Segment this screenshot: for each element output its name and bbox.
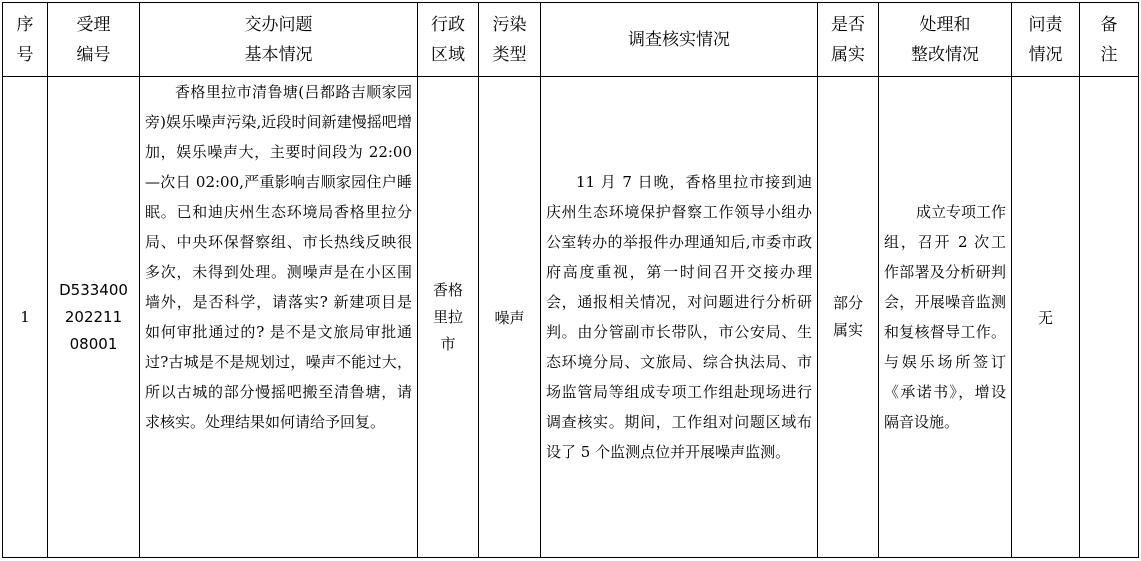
receipt-no-line3: 08001 bbox=[69, 334, 118, 353]
header-istrue-line1: 是否 bbox=[831, 14, 865, 35]
receipt-no-line2: 202211 bbox=[64, 307, 123, 326]
region-line2: 里拉 bbox=[432, 307, 463, 326]
header-receipt-line1: 受理 bbox=[76, 14, 111, 35]
cell-receipt-no bbox=[48, 77, 140, 558]
cell-region bbox=[418, 77, 479, 558]
header-region bbox=[418, 3, 479, 77]
cell-investigation bbox=[541, 77, 818, 558]
receipt-no-line1: D533400 bbox=[59, 280, 128, 299]
handling-text: 成立专项工作组，召开 2 次工作部署及分析研判会，开展噪音监测和复核督导工作。与娱乐场所签订《承诺书》，增设隔音设施。 bbox=[884, 203, 1007, 431]
header-investigation bbox=[541, 3, 818, 77]
header-seq-line2: 号 bbox=[16, 44, 34, 65]
header-seq-line1: 序 bbox=[16, 14, 34, 35]
header-pollution-line1: 污染 bbox=[492, 14, 527, 35]
header-region-line2: 区域 bbox=[431, 44, 465, 65]
table-row bbox=[3, 77, 1139, 558]
case-table bbox=[2, 2, 1139, 558]
is-true-line2: 属实 bbox=[832, 321, 863, 339]
header-accountability bbox=[1012, 3, 1080, 77]
cell-problem bbox=[140, 77, 418, 558]
header-pollution-type bbox=[479, 3, 541, 77]
is-true-line1: 部分 bbox=[832, 294, 863, 312]
header-handling bbox=[879, 3, 1012, 77]
header-is-true bbox=[818, 3, 879, 77]
cell-is-true bbox=[818, 77, 879, 558]
problem-text: 香格里拉市清鲁塘(吕都路吉顺家园旁)娱乐噪声污染,近段时间新建慢摇吧增加，娱乐噪声大，主要时间段为 22:00—次日 02:00,严重影响吉顺家园住户睡眠。已和迪庆州生态环境局香格里拉分局、中央环保督察组、市长热线反映很多次，未得到处理。测噪声是在小区围墙外，是否科学，请落实? 新建项目是如何审批通过的? 是不是文旅局审批通过?古城是不是规划过，噪声不能过大，所以古城的部分慢摇吧搬至清鲁塘，请求核实。处理结果如何请给予回复。 bbox=[145, 83, 412, 431]
header-handling-line1: 处理和 bbox=[919, 14, 971, 35]
header-problem bbox=[140, 3, 418, 77]
cell-seq: 1 bbox=[3, 77, 48, 558]
investigation-text: 11 月 7 日晚，香格里拉市接到迪庆州生态环境保护督察工作领导小组办公室转办的举报件办理通知后,市委市政府高度重视，第一时间召开交接办理会，通报相关情况，对问题进行分析研判。由分管副市长带队，市公安局、生态环境分局、文旅局、综合执法局、市场监管局等组成专项工作组赴现场进行调查核实。期间，工作组对问题区域布设了 5 个监测点位并开展噪声监测。 bbox=[546, 173, 812, 461]
cell-accountability: 无 bbox=[1012, 77, 1080, 558]
header-region-line1: 行政 bbox=[431, 14, 465, 35]
header-investigation-label: 调查核实情况 bbox=[628, 29, 730, 50]
header-handling-line2: 整改情况 bbox=[911, 44, 979, 65]
cell-pollution-type: 噪声 bbox=[479, 77, 541, 558]
header-receipt-line2: 编号 bbox=[76, 44, 111, 65]
header-remarks bbox=[1080, 3, 1139, 77]
header-receipt-no bbox=[48, 3, 140, 77]
cell-remarks bbox=[1080, 77, 1139, 558]
cell-handling bbox=[879, 77, 1012, 558]
header-remarks-line2: 注 bbox=[1100, 44, 1118, 65]
region-line1: 香格 bbox=[432, 280, 463, 299]
header-accountability-line2: 情况 bbox=[1028, 44, 1063, 65]
header-remarks-line1: 备 bbox=[1100, 14, 1118, 35]
header-row bbox=[3, 3, 1139, 77]
header-problem-line2: 基本情况 bbox=[244, 44, 313, 65]
region-line3: 市 bbox=[440, 334, 456, 353]
header-pollution-line2: 类型 bbox=[492, 44, 527, 65]
header-seq bbox=[3, 3, 48, 77]
header-accountability-line1: 问责 bbox=[1028, 14, 1063, 35]
header-problem-line1: 交办问题 bbox=[244, 14, 313, 35]
header-istrue-line2: 属实 bbox=[831, 44, 865, 65]
